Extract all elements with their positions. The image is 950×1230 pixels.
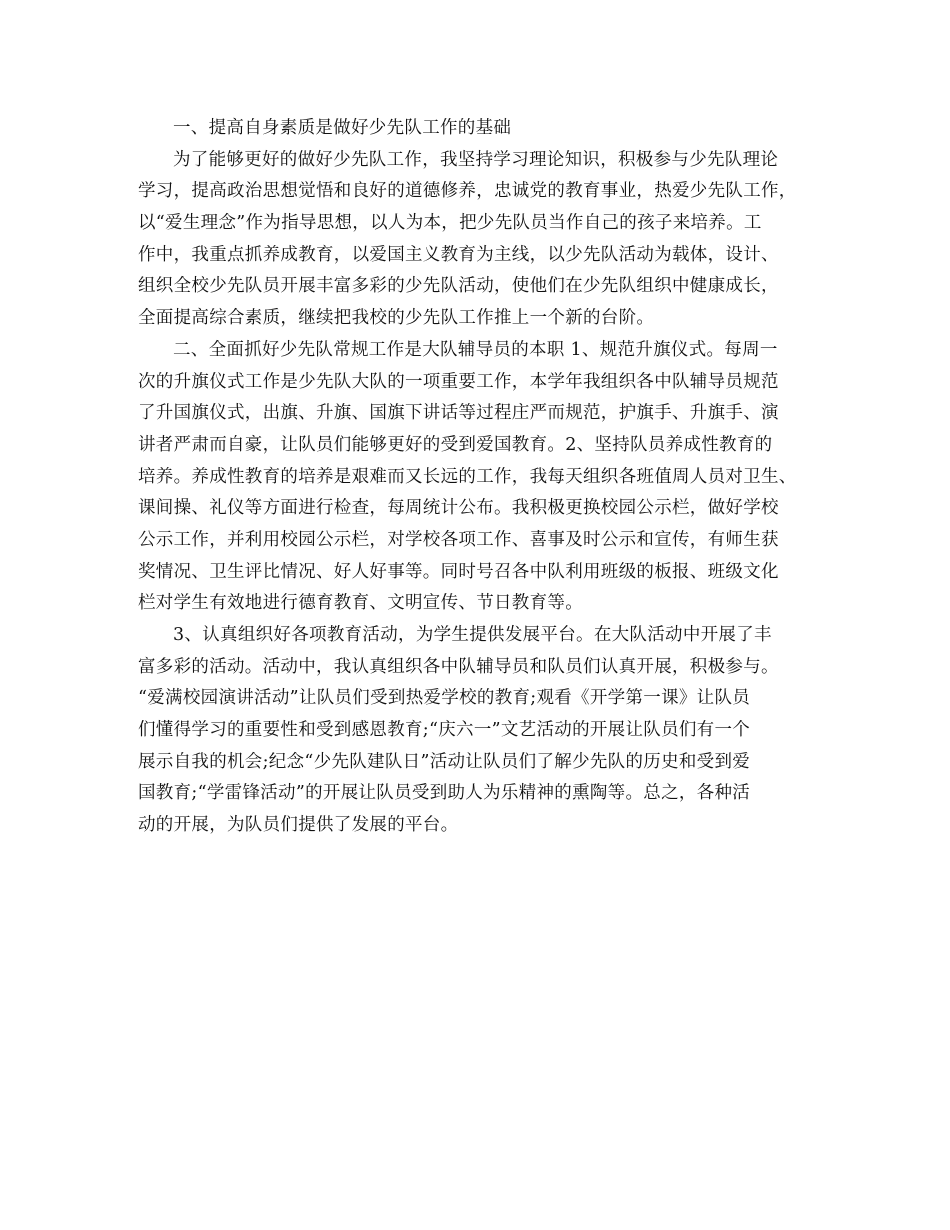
paragraph-3-line-6: 国教育;“学雷锋活动”的开展让队员受到助人为乐精神的熏陶等。总之，各种活 [138,783,751,804]
paragraph-1-line-1: 为了能够更好的做好少先队工作，我坚持学习理论知识，积极参与少先队理论 [173,149,779,170]
paragraph-1-line-4: 作中，我重点抓养成教育，以爱国主义教育为主线，以少先队活动为载体，设计、 [138,244,779,265]
paragraph-3-line-5: 展示自我的机会;纪念“少先队建队日”活动让队员们了解少先队的历史和受到爱 [138,751,751,772]
document-body [138,113,820,842]
paragraph-1-line-5: 组织全校少先队员开展丰富多彩的少先队活动，使他们在少先队组织中健康成长， [138,276,779,297]
section-heading-1: 一、提高自身素质是做好少先队工作的基础 [173,118,512,138]
paragraph-2-line-2: 次的升旗仪式工作是少先队大队的一项重要工作，本学年我组织各中队辅导员规范 [138,371,779,392]
paragraph-1-line-2: 学习，提高政治思想觉悟和良好的道德修养，忠诚党的教育事业，热爱少先队工作， [138,181,797,202]
paragraph-2-line-9: 栏对学生有效地进行德育教育、文明宣传、节日教育等。 [138,593,583,614]
paragraph-2-line-4: 讲者严肃而自豪，让队员们能够更好的受到爱国教育。2、坚持队员养成性教育的 [138,434,773,455]
paragraph-3-line-7: 动的开展，为队员们提供了发展的平台。 [138,815,459,836]
paragraph-2-line-6: 课间操、礼仪等方面进行检查，每周统计公布。我积极更换校园公示栏，做好学校 [138,498,779,519]
paragraph-2-line-7: 公示工作，并利用校园公示栏，对学校各项工作、喜事及时公示和宣传，有师生获 [138,529,779,550]
paragraph-1-line-3: 以“爱生理念”作为指导思想，以人为本，把少先队员当作自己的孩子来培养。工 [138,213,762,234]
paragraph-2-line-8: 奖情况、卫生评比情况、好人好事等。同时号召各中队利用班级的板报、班级文化 [138,561,779,582]
paragraph-3-line-3: “爱满校园演讲活动”让队员们受到热爱学校的教育;观看《开学第一课》让队员 [138,688,751,709]
paragraph-3-line-1: 3、认真组织好各项教育活动，为学生提供发展平台。在大队活动中开展了丰 [173,625,772,645]
paragraph-2-line-1: 二、全面抓好少先队常规工作是大队辅导员的本职 1、规范升旗仪式。每周一 [173,339,778,360]
paragraph-1-line-6: 全面提高综合素质，继续把我校的少先队工作推上一个新的台阶。 [138,308,655,329]
paragraph-2-line-5: 培养。养成性教育的培养是艰难而又长远的工作，我每天组织各班值周人员对卫生、 [138,466,797,487]
paragraph-3-line-4: 们懂得学习的重要性和受到感恩教育;“庆六一”文艺活动的开展让队员们有一个 [138,720,751,741]
paragraph-2-line-3: 了升国旗仪式，出旗、升旗、国旗下讲话等过程庄严而规范，护旗手、升旗手、演 [138,403,779,424]
paragraph-3-line-2: 富多彩的活动。活动中，我认真组织各中队辅导员和队员们认真开展，积极参与。 [138,656,779,677]
